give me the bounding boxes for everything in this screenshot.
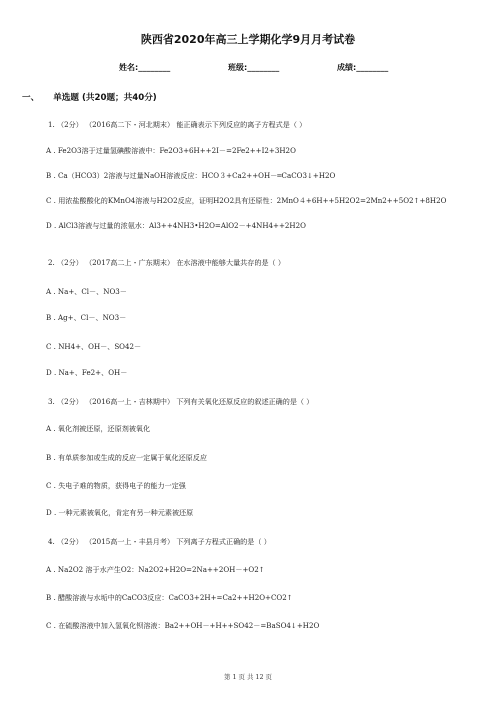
question-2-option-c: C . NH4+、OH－、SO42－ (46, 342, 142, 351)
question-4-option-c: C . 在硫酸溶液中加入氢氧化钡溶液：Ba2++OH－+H++SO42－=BaSO4↓+H2O (46, 621, 320, 630)
question-3-option-d: D . 一种元素被氧化，肯定有另一种元素被还原 (46, 508, 194, 517)
question-3-option-c: C . 失电子难的物质，获得电子的能力一定强 (46, 481, 186, 490)
question-1-option-b: B . Ca（HCO3）2溶液与过量NaOH溶液反应：HCO３+Ca2++OH－═CaCO3↓+H2O (46, 171, 336, 180)
section-heading (22, 91, 157, 103)
question-2-option-b: B . Ag+、Cl－、NO3－ (46, 313, 127, 322)
question-2-stem: 2. （2分） （2017高二上・广东期末） 在水溶液中能够大量共存的是（ ） (48, 258, 285, 267)
question-2-option-d: D . Na+、Fe2+、OH－ (46, 368, 128, 377)
student-info-row (0, 62, 496, 74)
score-field: 成绩:________ (337, 63, 389, 72)
class-field: 班级:________ (228, 63, 280, 72)
section-number: 一、 (22, 93, 40, 103)
page-footer: 第 1 页 共 12 页 (224, 673, 272, 681)
document-title: 陕西省2020年高三上学期化学9月月考试卷 (140, 33, 356, 46)
question-1-option-d: D . AlCl3溶液与过量的浓氨水：Al3++4NH3•H2O=AlO2－+4NH4++2H2O (46, 221, 306, 230)
question-3-option-a: A . 氧化剂被还原，还原剂被氧化 (46, 424, 151, 433)
question-1-option-c: C . 用浓盐酸酸化的KMnO4溶液与H2O2反应，证明H2O2具有还原性：2MnO４+6H++5H2O2=2Mn2++5O2↑+8H2O (46, 196, 447, 205)
question-2-option-a: A . Na+、Cl－、NO3－ (46, 287, 127, 296)
name-field: 姓名:________ (119, 63, 171, 72)
question-3-stem: 3. （2分） （2016高一上・吉林期中） 下列有关氧化还原反应的叙述正确的是（ ） (48, 397, 314, 406)
question-4-option-b: B . 醋酸溶液与水垢中的CaCO3反应：CaCO3+2H+=Ca2++H2O+CO2↑ (46, 593, 293, 602)
section-title: 单选题 (共20题；共40分) (53, 93, 157, 103)
question-1-option-a: A . Fe2O3溶于过量氢碘酸溶液中：Fe2O3+6H++2I－=2Fe2++I2+3H2O (46, 146, 296, 155)
question-1-stem: 1. （2分） （2016高二下・河北期末） 能正确表示下列反应的离子方程式是（ ） (48, 120, 307, 129)
question-4-option-a: A . Na2O2 溶于水产生O2：Na2O2+H2O=2Na++2OH－+O2↑ (46, 565, 265, 574)
question-4-stem: 4. （2分） （2015高一上・丰县月考） 下列离子方程式正确的是（ ） (48, 537, 271, 546)
question-3-option-b: B . 有单质参加或生成的反应一定属于氧化还原反应 (46, 453, 207, 462)
